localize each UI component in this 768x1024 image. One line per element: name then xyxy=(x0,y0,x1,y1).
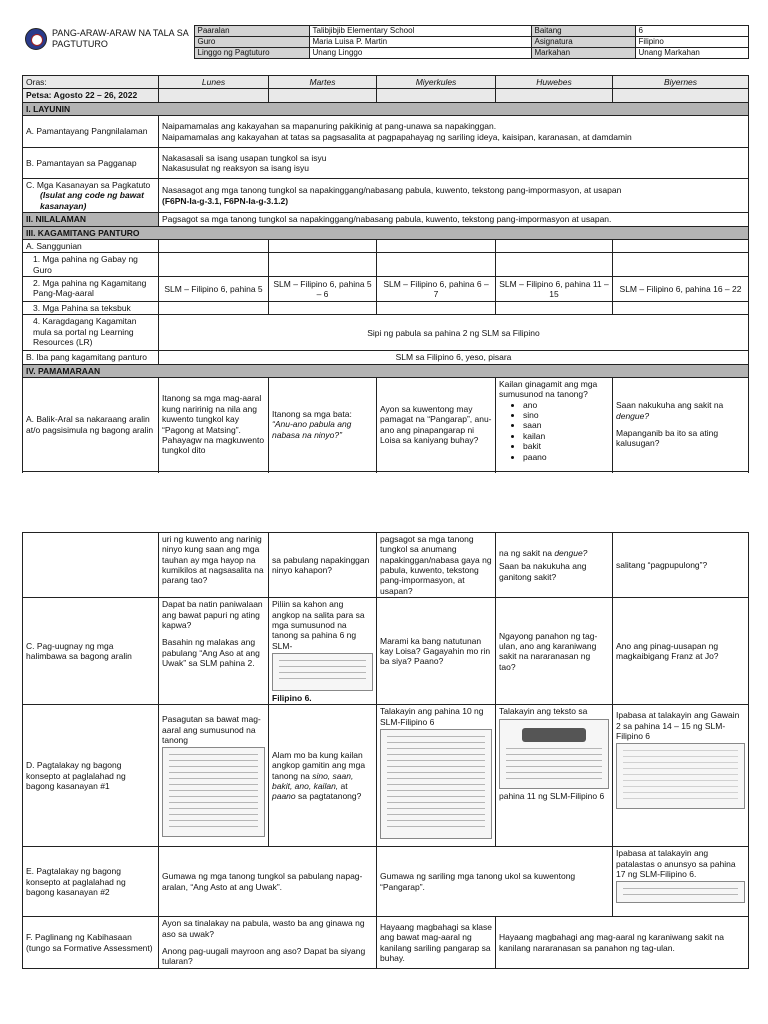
pam-d-miyerkules: Talakayin ang pahina 10 ng SLM-Filipino 6 xyxy=(377,705,496,847)
kagamitan-r2-label: 2. Mga pahina ng Kagamitang Pang-Mag-aaral xyxy=(23,276,159,301)
slm-page-thumbnail xyxy=(272,653,373,691)
guro-value: Maria Luisa P. Martin xyxy=(309,37,531,48)
header-logo-cell xyxy=(22,26,194,59)
kagamitan-r2-lunes: SLM – Filipino 6, pahina 5 xyxy=(159,276,269,301)
section-kagamitan: III. KAGAMITANG PANTURO xyxy=(23,226,749,239)
petsa-label: Petsa: Agosto 22 – 26, 2022 xyxy=(23,89,159,102)
kagamitan-r2-huwebes: SLM – Filipino 6, pahina 11 – 15 xyxy=(496,276,613,301)
pam-b-biyernes-part2: salitang “pagpupulong”? xyxy=(613,533,749,598)
mosquito-text-thumbnail xyxy=(499,719,609,789)
pam-a-huwebes: Kailan ginagamit ang mga sumusunod na tanong? • ano • sino • saan • kailan • bakit • paano xyxy=(496,378,613,472)
day-biyernes: Biyernes xyxy=(613,76,749,89)
pam-c-miyerkules: Marami ka bang natutunan kay Loisa? Gagayahin mo rin ba siya? Paano? xyxy=(377,598,496,705)
pam-f-label: F. Paglinang ng Kabihasaan (tungo sa Formative Assessment) xyxy=(23,917,159,968)
pam-a-biyernes: Saan nakukuha ang sakit na dengue? Mapanganib ba ito sa ating kalusugan? xyxy=(613,378,749,472)
pam-a-martes: Itanong sa mga bata: “Anu-ano pabula ang nabasa na ninyo?” xyxy=(269,378,377,472)
pam-e-label: E. Pagtalakay ng bagong konsepto at paglalahad ng bagong kasanayan #2 xyxy=(23,847,159,917)
day-huwebes: Huwebes xyxy=(496,76,613,89)
page-break-gap xyxy=(0,473,768,528)
pam-b-martes-part2: sa pabulang napakinggan ninyo kahapon? xyxy=(269,533,377,598)
layunin-b-label: B. Pamantayan sa Pagganap xyxy=(23,148,159,179)
lesson-log-table-page-1 xyxy=(22,75,749,496)
list-item: • paano xyxy=(523,452,609,462)
paaralan-label: Paaralan xyxy=(194,26,309,37)
pam-a-miyerkules: Ayon sa kuwentong may pamagat na “Pangarap”, anu-ano ang pinapangarap ni Loisa sa kaniyang buhay? xyxy=(377,378,496,472)
markahan-value: Unang Markahan xyxy=(635,48,748,59)
pam-d-label: D. Pagtalakay ng bagong konsepto at paglalahad ng bagong kasanayan #1 xyxy=(23,705,159,847)
pam-a-label: A. Balik-Aral sa nakaraang aralin at/o pagsisimula ng bagong aralin xyxy=(23,378,159,472)
kagamitan-a-label: A. Sanggunian xyxy=(23,239,159,252)
pam-c-biyernes: Ano ang pinag-uusapan ng magkaibigang Franz at Jo? xyxy=(613,598,749,705)
section-layunin: I. LAYUNIN xyxy=(23,102,749,115)
pam-f-lunes-martes: Ayon sa tinalakay na pabula, wasto ba ang ginawa ng aso sa uwak? Anong pag-uugali mayroon ang aso? Dapat ba siyang tularan? xyxy=(159,917,377,968)
pam-b-lunes-part2: uri ng kuwento ang narinig ninyo kung saan ang mga tauhan ay mga hayop na kumikilos at nagsasalita na parang tao? xyxy=(159,533,269,598)
baitang-value: 6 xyxy=(635,26,748,37)
pam-f-huwebes-biyernes: Hayaang magbahagi ang mag-aaral ng karaniwang sakit na kanilang nararanasan sa panahon ng tag-ulan. xyxy=(496,917,749,968)
quiz-page-thumbnail xyxy=(162,747,265,837)
header-table xyxy=(22,25,749,59)
pam-c-martes: Piliin sa kahon ang angkop na salita para sa mga sumusunod na tanong sa pahina 6 ng SLM- Filipino 6. xyxy=(269,598,377,705)
linggo-label: Linggo ng Pagtuturo xyxy=(194,48,309,59)
deped-seal-icon xyxy=(25,28,47,50)
pam-d-martes: Alam mo ba kung kailan angkop gamitin ang mga tanong na sino, saan, bakit, ano, kailan, at paano sa pagtatanong? xyxy=(269,705,377,847)
kagamitan-r2-martes: SLM – Filipino 6, pahina 5 – 6 xyxy=(269,276,377,301)
pam-e-biyernes: Ipabasa at talakayin ang patalastas o anunsyo sa pahina 17 ng SLM-Filipino 6. xyxy=(613,847,749,917)
kagamitan-r1-label: 1. Mga pahina ng Gabay ng Guro xyxy=(23,253,159,277)
linggo-value: Unang Linggo xyxy=(309,48,531,59)
guro-label: Guro xyxy=(194,37,309,48)
pam-e-miyerkules-huwebes: Gumawa ng sariling mga tanong ukol sa kuwentong “Pangarap”. xyxy=(377,847,613,917)
layunin-c-label: C. Mga Kasanayan sa Pagkatuto (Isulat ang code ng bawat kasanayan) xyxy=(23,179,159,213)
pam-d-biyernes: Ipabasa at talakayin ang Gawain 2 sa pahina 14 – 15 ng SLM-Filipino 6 xyxy=(613,705,749,847)
lesson-log-table-page-2 xyxy=(22,532,749,969)
paaralan-value: Talibjibjib Elementary School xyxy=(309,26,531,37)
pam-c-lunes: Dapat ba natin paniwalaan ang bawat papuri ng ating kapwa? Basahin ng malakas ang pabulang “Ang Aso at ang Uwak” sa SLM pahina 2. xyxy=(159,598,269,705)
pam-d-huwebes: Talakayin ang teksto sa pahina 11 ng SLM-Filipino 6 xyxy=(496,705,613,847)
anunsyo-thumbnail xyxy=(616,881,745,903)
day-miyerkules: Miyerkules xyxy=(377,76,496,89)
kagamitan-b-label: B. Iba pang kagamitang panturo xyxy=(23,351,159,364)
pam-b-miyerkules-part2: pagsagot sa mga tanong tungkol sa anumang napakinggan/nabasa gaya ng pabula, kuwento, tekstong pang-impormasyon, at usapan? xyxy=(377,533,496,598)
kagamitan-r4-label: 4. Karagdagang Kagamitan mula sa portal ng Learning Resources (LR) xyxy=(23,315,159,351)
section-pamamaraan: IV. PAMAMARAAN xyxy=(23,364,749,377)
pam-d-lunes: Pasagutan sa bawat mag-aaral ang sumusunod na tanong xyxy=(159,705,269,847)
pam-b-huwebes-part2: na ng sakit na dengue? Saan ba nakukuha ang ganitong sakit? xyxy=(496,533,613,598)
pam-a-lunes: Itanong sa mga mag-aaral kung naririnig na nila ang kuwento tungkol kay “Pagong at Matsing”. Pahayagw na magkuwento tungkol dito xyxy=(159,378,269,472)
list-item: • ano xyxy=(523,400,609,410)
list-item: • kailan xyxy=(523,431,609,441)
kagamitan-r4-text: Sipi ng pabula sa pahina 2 ng SLM sa Filipino xyxy=(159,315,749,351)
list-item: • bakit xyxy=(523,441,609,451)
question-word-list xyxy=(499,400,609,462)
kagamitan-r3-label: 3. Mga Pahina sa teksbuk xyxy=(23,301,159,314)
section-nilalaman: II. NILALAMAN xyxy=(23,213,159,226)
kagamitan-r2-biyernes: SLM – Filipino 6, pahina 16 – 22 xyxy=(613,276,749,301)
slm-page-10-thumbnail xyxy=(380,729,492,839)
kagamitan-b-text: SLM sa Filipino 6, yeso, pisara xyxy=(159,351,749,364)
pam-f-miyerkules: Hayaang magbahagi sa klase ang bawat mag-aaral ng kanilang sariling pangarap sa buhay. xyxy=(377,917,496,968)
layunin-c-text: Nasasagot ang mga tanong tungkol sa napakinggang/nabasang pabula, kuwento, tekstong pang-impormasyon, at usapan (F6PN-Ia-g-3.1, F6PN-Ia-g-3.1.2) xyxy=(159,179,749,213)
asignatura-value: Filipino xyxy=(635,37,748,48)
document-title: PANG-ARAW-ARAW NA TALA SA PAGTUTURO xyxy=(52,27,189,49)
layunin-a-text: Naipamamalas ang kakayahan sa mapanuring pakikinig at pang-unawa sa napakinggan. Naipamamalas ang kakayahan at tatas sa pagsasalita at pagpapahayag ng sariling ideya, kaisipan, karanasan, at damdamin xyxy=(159,116,749,148)
pam-c-label: C. Pag-uugnay ng mga halimbawa sa bagong aralin xyxy=(23,598,159,705)
comic-dialogue-thumbnail xyxy=(616,743,745,809)
list-item: • saan xyxy=(523,420,609,430)
layunin-a-label: A. Pamantayang Pangnilalaman xyxy=(23,116,159,148)
oras-label: Oras: xyxy=(23,76,159,89)
asignatura-label: Asignatura xyxy=(531,37,635,48)
day-lunes: Lunes xyxy=(159,76,269,89)
day-martes: Martes xyxy=(269,76,377,89)
pam-e-lunes-martes: Gumawa ng mga tanong tungkol sa pabulang napag-aralan, “Ang Asto at ang Uwak”. xyxy=(159,847,377,917)
kagamitan-r2-miyerkules: SLM – Filipino 6, pahina 6 – 7 xyxy=(377,276,496,301)
markahan-label: Markahan xyxy=(531,48,635,59)
list-item: • sino xyxy=(523,410,609,420)
layunin-b-text: Nakasasali sa isang usapan tungkol sa isyu Nakasusulat ng reaksyon sa isang isyu xyxy=(159,148,749,179)
nilalaman-text: Pagsagot sa mga tanong tungkol sa napakinggang/nabasang pabula, kuwento, tekstong pang-impormasyon at usapan. xyxy=(159,213,749,226)
baitang-label: Baitang xyxy=(531,26,635,37)
pam-c-huwebes: Ngayong panahon ng tag-ulan, ano ang karaniwang sakit na nararanasan ng tao? xyxy=(496,598,613,705)
